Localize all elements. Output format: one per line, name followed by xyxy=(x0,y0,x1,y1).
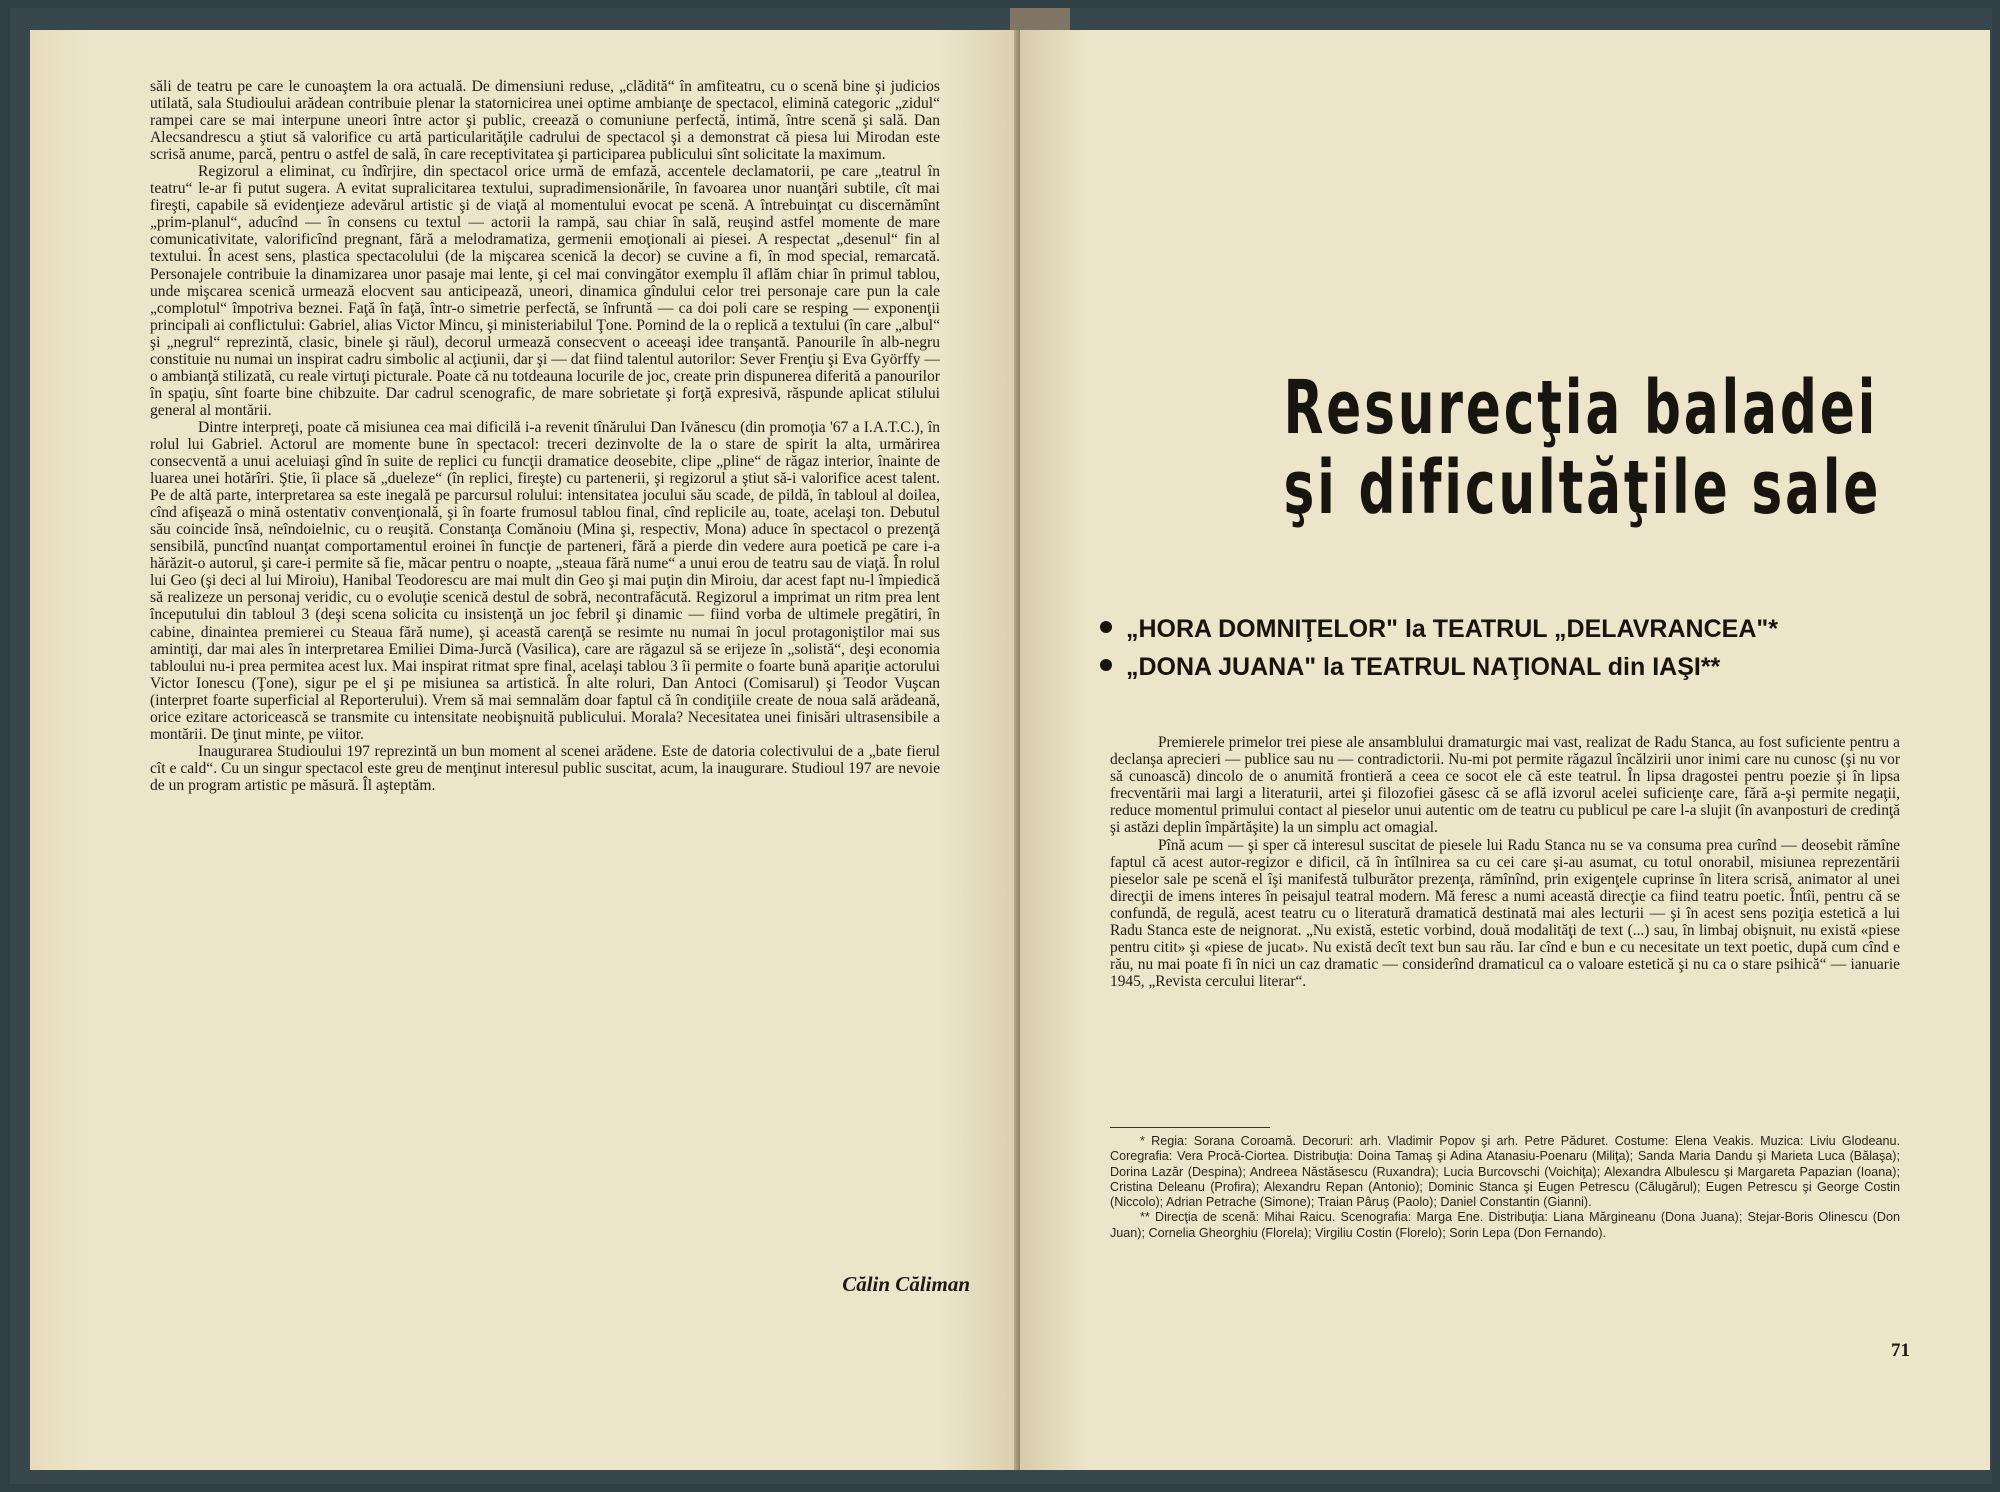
left-paragraph-3: Dintre interpreţi, poate că misiunea cea mai dificilă i-a revenit tînărului Dan Ivănescu (din promoţia '67 a I.A.T.C.), în rolul lui Gabriel. Actorul are momente bune în spectacol: treceri dezinvolte de la o stare de spirit la alta, urmărirea consecventă a unui aceluiaşi gînd în suite de replici cu funcţii dramatice deosebite, clipe „pline“ de răgaz interior, înainte de luarea unei hotărîri. Ştie, îi place să „dueleze“ (în replici, fireşte) cu partenerii, şi regizorul a ştiut să-i valorifice acest talent. Pe de altă parte, interpretarea sa este inegală pe parcursul rolului: intensitatea jocului său scade, de pildă, în tabloul al doilea, cînd afişează o mină ostentativ convenţională, şi în foarte frumosul tablou final, cînd replicile au, toate, acelaşi ton. Debutul său coincide însă, neîndoielnic, cu o reuşită. Constanţa Comănoiu (Mina şi, respectiv, Mona) aduce în spectacol o prezenţă sensibilă, punctînd nuanţat comportamentul eroinei în funcţie de parteneri, fără a pierde din vedere aura poetică pe care i-a hărăzit-o autorul, şi care-i permite să fie, măcar pentru o noapte, „steaua fără nume“ a unui erou de teatru sau de viaţă. În rolul lui Geo (şi deci al lui Miroiu), Hanibal Teodorescu are mai mult din Geo şi mai puţin din Miroiu, dar acest fapt nu-l împiedică să realizeze un personaj veridic, cu o evoluţie scenică destul de sobră, necontrafăcută. Regizorul a imprimat un ritm prea lent începutului din tabloul 3 (deşi scena solicita cu insistenţă un joc febril şi dinamic — fiind vorba de ultimele pregătiri, în cabine, dinaintea premierei cu Steaua fără nume), şi această carenţă se resimte nu numai în jocul protagoniştilor mai sus amintiţi, dar mai ales în interpretarea Emiliei Dima-Jurcă (Vasilica), care are răgazul să se erijeze în „solistă“, deşi economia tabloului nu-i prea permitea acest lux. Mai inspirat ritmat spre final, acelaşi tablou 3 îi permite o foarte bună apariţie actorului Victor Ionescu (Ţone), sigur pe el şi pe misiunea sa artistică. În alte roluri, Dan Antoci (Comisarul) şi Teodor Vuşcan (interpret foarte superficial al Reporterului). Vrem să mai semnalăm doar faptul că în condiţiile create de noua sală arădeană, orice ezitare actoricească se transmite cu intensitate neobişnuită publicului. Morala? Necesitatea unei finisări ultrasensibile a montării. De ţinut minte, pe viitor. xyxy=(150,418,940,743)
title-line-1: Resurecţia baladei xyxy=(1283,365,1879,451)
left-paragraph-1: săli de teatru pe care le cunoaştem la ora actuală. De dimensiuni reduse, „clădită“ în amfiteatru, cu o scenă bine şi judicios utilată, sala Studioului arădean contribuie plenar la statornicirea unei optime ambianţe de spectacol, elimină categoric „zidul“ rampei care se mai interpune uneori între actor şi public, creează o comuniune perfectă, intimă, între scenă şi sală. Dan Alecsandrescu a ştiut să valorifice cu artă particularităţile cadrului de spectacol şi a demonstrat că piesa lui Mirodan este scrisă anume, parcă, pentru o astfel de sală, în care receptivitatea şi participarea publicului sînt solicitate la maximum. xyxy=(150,78,940,164)
subtitle-line-1 xyxy=(1100,610,1960,648)
author-signature: Călin Căliman xyxy=(842,1272,970,1296)
bullet-icon xyxy=(1100,659,1112,671)
footnote-2: ** Direcţia de scenă: Mihai Raicu. Scenografia: Marga Ene. Distribuţia: Liana Mărgineanu (Dona Juana); Stejar-Boris Olinescu (Don Juan); Cornelia Gheorghiu (Florela); Virgiliu Costin (Florelo); Sorin Lepa (Don Fernando). xyxy=(1110,1210,1900,1240)
subtitle-1-text: „HORA DOMNIŢELOR" la TEATRUL „DELAVRANCEA"* xyxy=(1126,615,1778,643)
right-article-text xyxy=(1110,734,1900,990)
article-subtitles xyxy=(1100,610,1960,686)
right-paragraph-1: Premierele primelor trei piese ale ansamblului dramaturgic mai vast, realizat de Radu Stanca, au fost suficiente pentru a declanşa aprecieri — publice sau nu — contradictorii. Nu-mi pot permite răgazul încălzirii unor inimi care nu cunosc (şi nu vor să cunoască) dincolo de o anumită frontieră a ceea ce socot ele că este teatrul. În lipsa dragostei pentru poezie şi în lipsa frecventării mai largi a literaturii, artei şi filozofiei găsesc că se află izvorul acelei suficienţe care, fără a-şi permite negaţii, reduce momentul primului contact al pieselor unui autentic om de teatru cu publicul pe care l-a slujit (în avanposturi de credinţă şi astăzi deplin împărtăşite) la un simplu act omagial. xyxy=(1110,734,1900,837)
title-line-2: şi dificultăţile sale xyxy=(1283,445,1882,531)
left-paragraph-4: Inaugurarea Studioului 197 reprezintă un bun moment al scenei arădene. Este de datoria colectivului de a „bate fierul cît e cald“. Cu un singur spectacol este greu de menţinut interesul public suscitat, acum, la inaugurare. Studioul 197 are nevoie de un program artistic pe măsură. Îl aşteptăm. xyxy=(150,742,940,794)
left-paragraph-2: Regizorul a eliminat, cu îndîrjire, din spectacol orice urmă de emfază, accentele declamatorii, pe care „teatrul în teatru“ le-ar fi putut sugera. A evitat supralicitarea textului, supradimensionările, în favoarea unor nuanţări subtile, cît mai fireşti, capabile să evidenţieze adevărul artistic şi de viaţă al momentului evocat pe scenă. A întrebuinţat cu discernămînt „prim-planul“, aducînd — în consens cu textul — actorii la rampă, sau chiar în sală, reuşind astfel momente de mare comunicativitate, valorificînd pregnant, fără a melodramatiza, germenii emoţionali ai piesei. A respectat „desenul“ fin al textului. În acest sens, plastica spectacolului (de la mişcarea scenică la decor) se cuvine a fi, în mod special, remarcată. Personajele contribuie la dinamizarea unor pasaje mai lente, şi cel mai convingător exemplu îl aflăm chiar în primul tablou, unde mişcarea scenică urmează elocvent sau anticipează, uneori, dinamica gîndului celor trei personaje care pun la cale „complotul“ împotriva beznei. Faţă în faţă, într-o simetrie perfectă, se înfruntă — ca doi poli care se resping — exponenţii principali ai conflictului: Gabriel, alias Victor Mincu, şi ministeriabilul Ţone. Pornind de la o replică a textului (în care „albul“ şi „negrul“ reprezintă, clasic, binele şi răul), decorul urmează consecvent o aceeaşi idee tranşantă. Panourile în alb-negru constituie nu numai un inspirat cadru simbolic al acţiunii, dar şi — dat fiind talentul autorilor: Sever Frenţiu şi Eva Györffy — o ambianţă stilizată, cu reale virtuţi picturale. Poate că nu totdeauna locurile de joc, create prin dispunerea diferită a panourilor în spaţiu, sînt foarte bine chibzuite. Dar cadrul scenografic, de mare sobrietate şi forţă expresivă, răspunde aplicat stilului general al montării. xyxy=(150,163,940,419)
book-spread xyxy=(10,8,1992,1484)
bullet-icon xyxy=(1100,621,1112,633)
right-page xyxy=(1020,30,1990,1470)
footnote-1: * Regia: Sorana Coroamă. Decoruri: arh. Vladimir Popov şi arh. Petre Păduret. Costume: Elena Veakis. Muzica: Liviu Glodeanu. Coregrafia: Vera Procă-Ciortea. Distribuţia: Doina Tamaş şi Adina Atanasiu-Poenaru (Miliţa); Sanda Maria Dandu şi Marieta Luca (Bălaşa); Dorina Lazăr (Despina); Andreea Năstăsescu (Ruxandra); Lucia Burcovschi (Voichiţa); Alexandra Albulescu şi Margareta Papazian (Ioana); Cristina Deleanu (Profira); Alexandru Repan (Antonio); Dominic Stanca şi Eugen Petrescu (Călugărul); Eugen Petrescu şi George Costin (Niccolo); Adrian Petrache (Simone); Traian Pâruş (Paolo); Daniel Constantin (Gianni). xyxy=(1110,1134,1900,1210)
article-title xyxy=(1283,365,1882,531)
subtitle-line-2 xyxy=(1100,648,1960,686)
page-number: 71 xyxy=(1891,1340,1910,1361)
left-article-text xyxy=(150,78,940,794)
footnote-divider xyxy=(1110,1127,1270,1128)
subtitle-2-text: „DONA JUANA" la TEATRUL NAŢIONAL din IAŞI** xyxy=(1126,653,1721,681)
left-page xyxy=(30,30,1020,1470)
footnotes xyxy=(1110,1134,1900,1241)
right-paragraph-2: Pînă acum — şi sper că interesul suscitat de piesele lui Radu Stanca nu se va consuma prea curînd — deosebit rămîne faptul că acest autor-regizor e dificil, că în întîlnirea sa cu cei care şi-au asumat, cu totul onorabil, misiunea reprezentării pieselor sale pe scenă el îşi manifestă tulburător prezenţa, rămînînd, prin exigenţele cuprinse în litera scrisă, animator al unei direcţii de imens interes în peisajul teatral modern. Mă feresc a numi această direcţie ca fiind teatru poetic. Întîi, pentru că se confundă, de regulă, acest teatru cu o literatură dramatică destinată mai ales lecturii — şi în acest sens poziţia estetică a lui Radu Stanca este de neignorat. „Nu există, estetic vorbind, două modalităţi de text (...) sau, în limbaj obişnuit, nu există «piese pentru citit» şi «piese de jucat». Nu există decît text bun sau rău. Iar cînd e bun e cu necesitate un text poetic, după cum cînd e rău, nu mai poate fi în nici un caz dramatic — considerînd dramaticul ca o valoare estetică şi nu ca o stare psihică“ — ianuarie 1945, „Revista cercului literar“. xyxy=(1110,836,1900,991)
